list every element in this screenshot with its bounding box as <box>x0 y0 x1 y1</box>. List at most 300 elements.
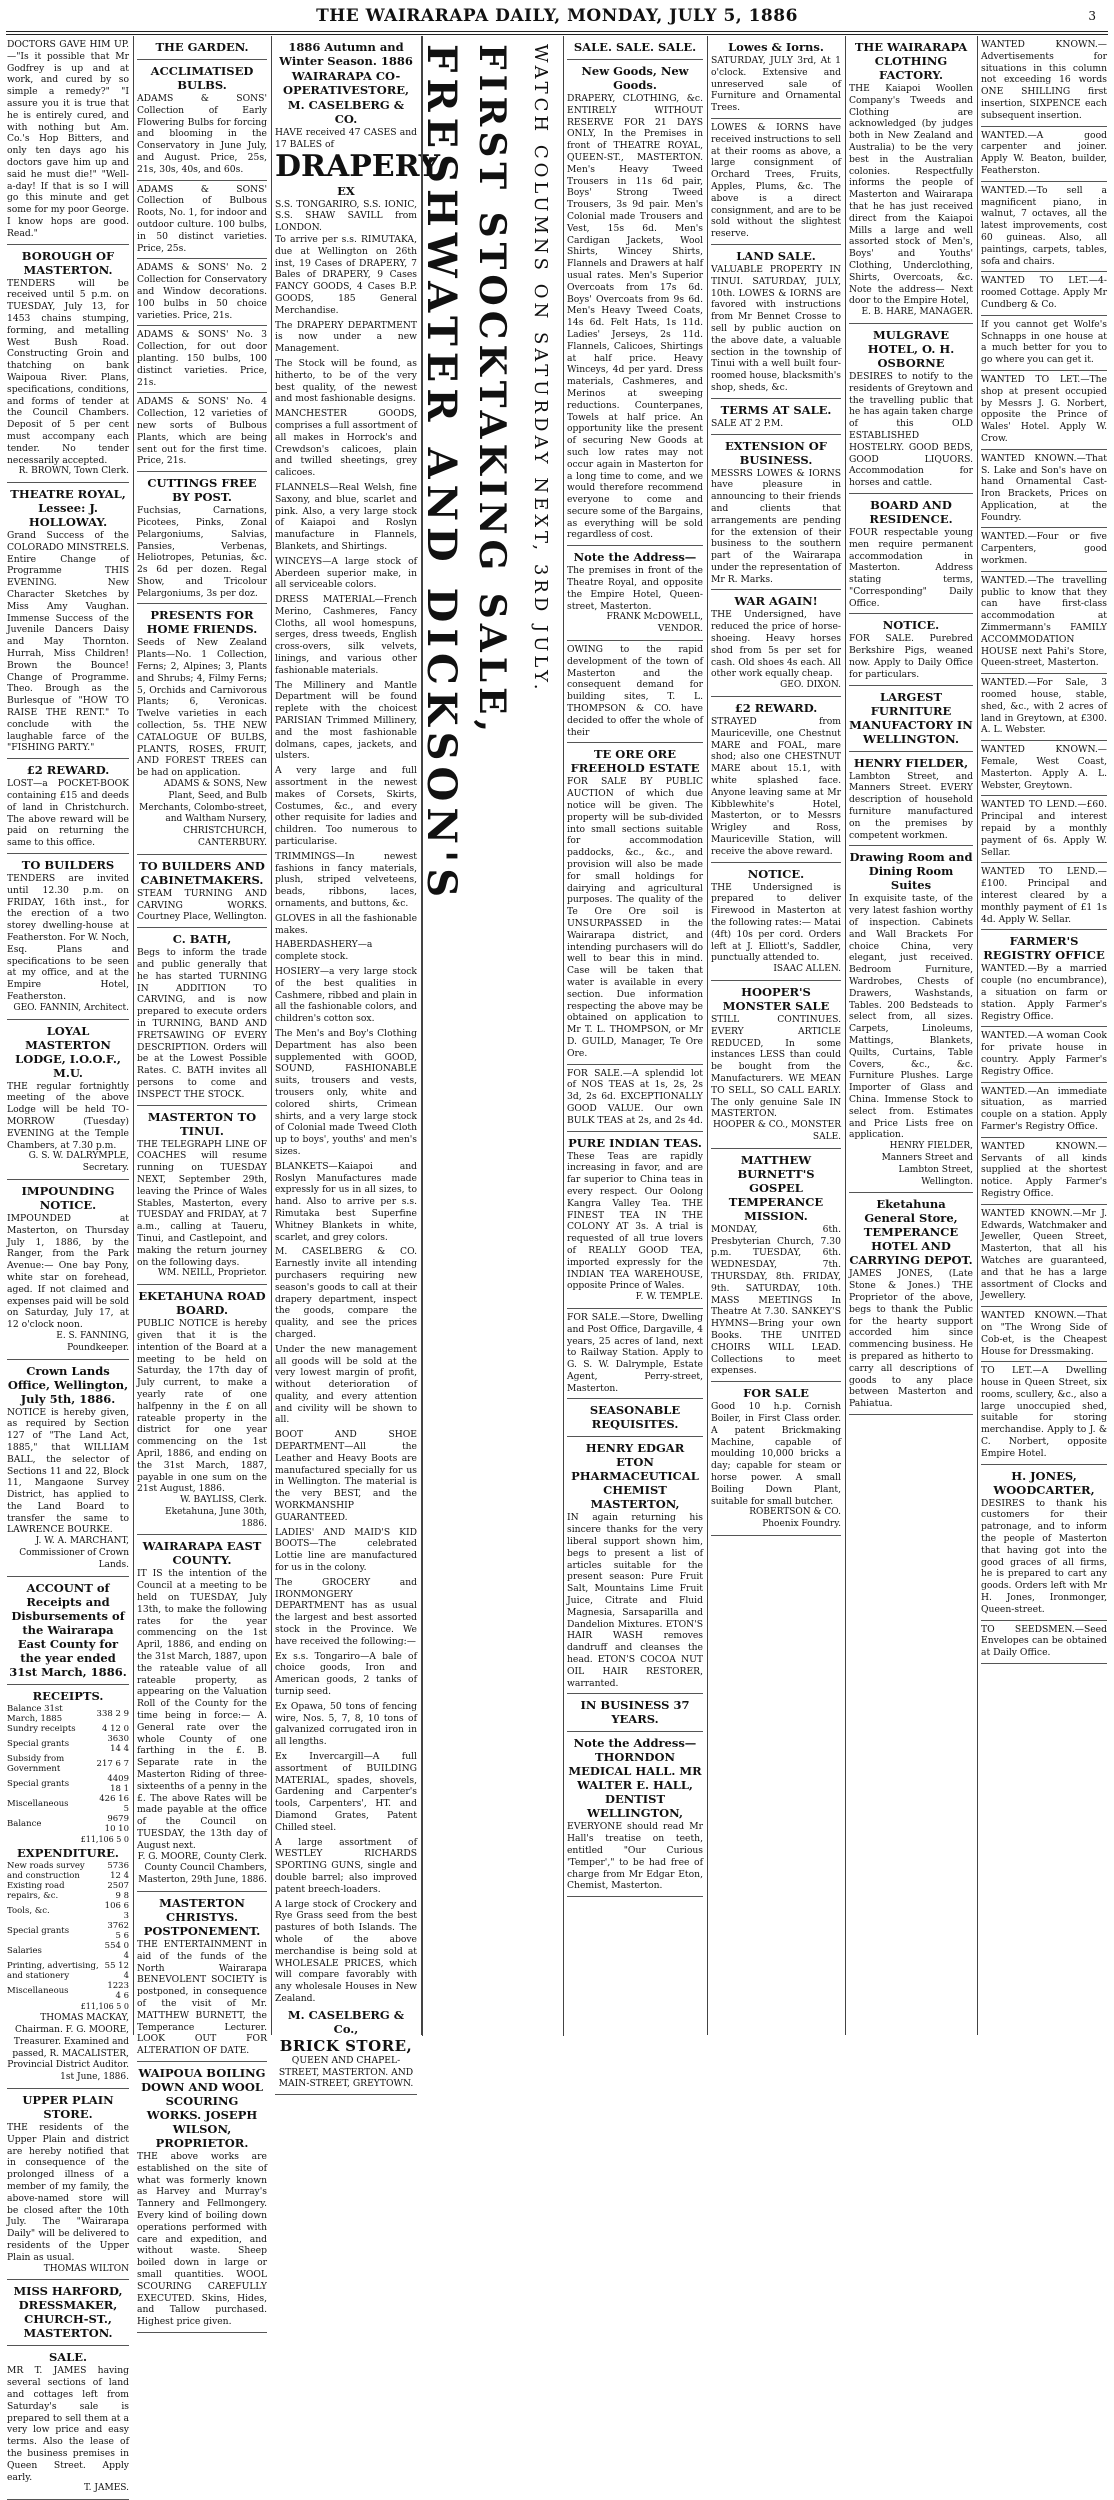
caselberg-item: A large stock of Crockery and Rye Grass seed from the best pastures of both Islands. The whole of the above merchandise is being sold at WHOLESALE PRICES, which will compare favorably with any wholesale Houses in New Zealand. <box>275 1898 417 2004</box>
advertisement <box>137 181 267 260</box>
county-accounts-table <box>7 1685 129 2089</box>
advertisement <box>137 1535 267 1892</box>
ad-heading: Drawing Room and Dining Room Suites <box>849 850 973 893</box>
ad-body: DESIRES to thank his customers for their patronage, and to inform the people of Masterton that having got into the good graces of all firms, he is prepared to cart any goods. Orders left with Mr H. Jones, Ironmonger, Queen-street. <box>981 1497 1107 1615</box>
advertisement <box>981 1307 1107 1362</box>
ad-heading: SALE. SALE. SALE. <box>573 40 697 54</box>
column-3-caselberg <box>272 36 441 2090</box>
account-item: Subsidy from Government <box>7 1753 65 1774</box>
advertisement <box>7 1577 129 1685</box>
drapery-heading: DRAPERY <box>275 148 441 184</box>
ad-heading: HENRY EDGAR ETON PHARMACEUTICAL CHEMIST MASTERTON, <box>571 1441 699 1512</box>
caselberg-item: Under the new management all goods will be sold at the very lowest margin of profit, without deterioration of quality, and every attention and civility will be shown to all. <box>275 1343 417 1426</box>
advertisement <box>981 1027 1107 1082</box>
ad-body: FOR SALE.—Store, Dwelling and Post Office, Dargaville, 4 years, 25 acres of land, next to Railway Station. Apply to G. S. W. Dalrymple, Estate Agent, Perry-street, Masterton. <box>567 1311 704 1394</box>
ad-heading: LAND SALE. <box>736 248 816 263</box>
ad-heading: BOROUGH OF MASTERTON. <box>21 248 115 277</box>
advertisement <box>7 1360 129 1577</box>
ad-body: IMPOUNDED at Masterton, on Thursday July 1, 1886, by the Ranger, from the Park Avenue:— One bay Pony, white star on forehead, aged. If not claimed and expenses paid will be sold on Saturday, July 17, at 12 o'clock noon. <box>7 1212 129 1331</box>
ad-signature: THOMAS WILTON <box>43 2263 129 2274</box>
receipts-heading: RECEIPTS. <box>32 1688 104 1703</box>
ad-heading: Eketahuna General Store, TEMPERANCE HOTEL AND CARRYING DEPOT. <box>849 1197 973 1268</box>
ad-body: IT IS the intention of the Council at a meeting to be held on TUESDAY, July 13th, to make the following rates for the year commencing on the 1st April, 1886, and ending on the 31st March, 1887, upon the rateable value of all rateable property, as appearing on the Valuation Roll of the County for the time being in force:— A. General rate over the whole County of one farthing in the £. B. Separate rate in the Masterton Riding of three-sixteenths of a penny in the £. The above Rates will be made payable at the office of the Council on TUESDAY, the 13th day of August next. <box>137 1568 267 1851</box>
ad-body: WANTED TO LEND.—£100. Principal and interest cleared by a monthly payment of £1 1s 4d. Apply W. Sellar. <box>981 866 1107 925</box>
advertisement <box>981 1138 1107 1205</box>
ad-body: VALUABLE PROPERTY IN TINUI. SATURDAY, JULY, 10th. LOWES & IORNS are favored with instructions from Mr Bennet Crosse to sell by public auction on the above date, a valuable section in the township of Tinui with a well built four-roomed house, blacksmith's shop, sheds, &c. <box>711 263 841 393</box>
advertisement <box>567 546 703 641</box>
caselberg-item: The Stock will be found, as hitherto, to be of the very best quality, of the newest and most fashionable designs. <box>275 357 417 405</box>
advertisement <box>7 854 129 1020</box>
ad-heading: UPPER PLAIN STORE. <box>22 2093 114 2122</box>
caselberg-item: DRESS MATERIAL—French Merino, Cashmeres, Fancy Cloths, all wool homespuns, serges, dress tweeds, English cross-overs, silk velvets, linings, and various other fashionable materials. <box>275 594 417 676</box>
ad-heading: WAIRARAPA EAST COUNTY. <box>142 1539 262 1568</box>
advertisement <box>849 752 973 847</box>
ad-body: WANTED.—A woman Cook for private house in country. Apply Farmer's Registry Office. <box>981 1030 1107 1077</box>
advertisement <box>711 435 841 591</box>
ad-body: WANTED KNOWN.—Servants of all kinds supplied at the shortest notice. Apply Farmer's Registry Office. <box>981 1140 1107 1199</box>
caselberg-item: A large assortment of WESTLEY RICHARDS SPORTING GUNS, single and double barrel; also improved patent breech-loaders. <box>275 1836 417 1895</box>
expenditure-total: £11,106 5 0 <box>80 2002 129 2012</box>
advertisement <box>981 1205 1107 1307</box>
advertisement <box>711 863 841 981</box>
advertisement <box>137 259 267 326</box>
advertisement <box>711 119 841 245</box>
account-amount: 217 6 7 <box>96 1758 129 1769</box>
ad-body: WANTED KNOWN.—Mr J. Edwards, Watchmaker and Jeweller, Queen Street, Masterton, that all his Watches are guaranteed, and that he has a large assortment of Clocks and Jewellery. <box>981 1207 1107 1302</box>
ad-body: WANTED.—For Sale, 3 roomed house, stable, shed, &c., with 2 acres of land in Greytown, at £300. A. L. Webster. <box>981 677 1107 736</box>
account-item: Balance <box>7 1818 42 1829</box>
caselberg-item: GLOVES in all the fashionable makes. <box>275 912 417 936</box>
ad-body: Grand Success of the COLORADO MINSTRELS. Entire Change of Programme THIS EVENING. New Character Sketches by Miss Amy Vaughan. Immense Success of the Juvenile Dancers Daisy and May Thornton. Hurrah, Miss Children! Brown the Bounce! Change of Programme. Theo. Brough as the Burlesque of "HOW TO RAISE THE RENT." To conclude with the laughable farce of the "FISHING PARTY." <box>7 530 129 754</box>
ad-heading: Note the Address— <box>573 550 697 565</box>
advertisement <box>711 399 841 435</box>
advertisement <box>567 60 703 546</box>
advertisement <box>849 846 973 1193</box>
advertisement <box>711 697 841 863</box>
caselberg-item: BLANKETS—Kaiapoi and Roslyn Manufactures made expressly for us in all sizes, to hand. Also to arrive per s.s. Rimutaka best Superfine Whitney Blankets in white, scarlet, and grey colors. <box>275 1160 417 1243</box>
caselberg-item: The Men's and Boy's Clothing Department has also been supplemented with GOOD, SOUND, FASHIONABLE suits, trousers and vests, trousers only, white and colored shirts, Crimean shirts, and a very large stock of Colonial made Tweed Cloth up to boys', youths' and men's sizes. <box>275 1027 417 1157</box>
ad-body: ADAMS & SONS' Collection of Early Flowering Bulbs for forcing and blooming in the Conservatory in June July, and August. Price, 25s, 21s, 30s, 40s, and 60s. <box>137 93 267 175</box>
account-amount: 1223 4 6 <box>107 1981 129 2002</box>
account-amount: 3762 5 6 <box>107 1921 129 1942</box>
caselberg-item: The DRAPERY DEPARTMENT is now under a new Management. <box>275 319 417 355</box>
ad-heading: BOARD AND RESIDENCE. <box>869 497 953 526</box>
ad-body: OWING to the rapid development of the town of Masterton and the consequent demand for building sites, T. L. THOMPSON & CO. have decided to offer the whole of their <box>567 644 703 738</box>
ad-heading: MASTERTON CHRISTYS. POSTPONEMENT. <box>143 1896 261 1938</box>
ad-body: WANTED.—The travelling public to know that they can have first-class accommodation at Zimmermann's FAMILY ACCOMMODATION HOUSE next Pahi's Store, Queen-street, Masterton. <box>981 574 1107 669</box>
newspaper-title: THE WAIRARAPA DAILY, MONDAY, JULY 5, 1886 <box>316 6 798 26</box>
ad-heading: MULGRAVE HOTEL, O. H. OSBORNE <box>867 327 955 370</box>
ad-body: LOST—a POCKET-BOOK containing £15 and deeds of land in Christchurch. The above reward will be paid on returning the same to this office. <box>7 778 129 849</box>
caselberg-item: To arrive per s.s. RIMUTAKA, due at Wellington on 26th inst, 19 Cases of DRAPERY, 7 Bales of DRAPERY, 9 Cases FANCY GOODS, 4 Cases B.P. GOODS, 185 General Merchandise. <box>275 233 417 316</box>
ad-signature: G. S. W. DALRYMPLE, Secretary. <box>28 1151 129 1174</box>
advertisement <box>137 60 267 181</box>
account-row <box>7 1961 129 1981</box>
ad-signature: E. S. FANNING, Poundkeeper. <box>56 1330 129 1353</box>
advertisement <box>981 1362 1107 1464</box>
advertisement <box>7 245 129 484</box>
ad-body: NOTICE is hereby given, as required by Section 127 of "The Land Act, 1885," that WILLIAM BALL, the selector of Sections 11 and 22, Block 11, Mangaone Survey District, has applied to the Land Board to transfer the same to LAWRENCE BOURKE. <box>7 1406 129 1536</box>
ad-signature: ROBERTSON & CO. Phoenix Foundry. <box>749 1507 841 1530</box>
advertisement <box>981 674 1107 741</box>
ad-heading: FOR SALE <box>743 1386 809 1401</box>
ad-body: FOR SALE.—A splendid lot of NOS TEAS at 1s, 2s, 2s 3d, 2s 6d. EXCEPTIONALLY GOOD VALUE. Our own BULK TEAS at 2s, and 2s 4d. <box>567 1067 703 1126</box>
advertisement <box>849 494 973 615</box>
ad-heading: TE ORE ORE FREEHOLD ESTATE <box>570 747 700 776</box>
advertisement <box>981 450 1107 529</box>
ad-body: The premises in front of the Theatre Royal, and opposite the Empire Hotel, Queen-street, Masterton. <box>567 565 703 612</box>
ad-body: ADAMS & SONS' No. 4 Collection, 12 varieties of new sorts of Bulbous Plants, which are being sent out for the first time. Price, 21s. <box>137 396 267 467</box>
account-amount: 9679 10 10 <box>104 1813 129 1834</box>
ad-heading: TERMS AT SALE. <box>720 402 832 417</box>
vertical-banner <box>418 36 564 2036</box>
ad-body: SATURDAY, JULY 3rd, At 1 o'clock. Extensive and unreserved sale of Furniture and Ornamental Trees. <box>711 55 841 114</box>
ad-body: WANTED.—By a married couple (no encumbrance), a situation on farm or station. Apply Farmer's Registry Office. <box>981 963 1107 1022</box>
ad-heading: H. JONES, WOODCARTER, <box>993 1468 1095 1497</box>
advertisement <box>137 604 267 854</box>
intro-text: HAVE received 47 CASES and 17 BALES of <box>275 127 417 150</box>
advertisement <box>137 326 267 393</box>
advertisement <box>567 1732 703 1897</box>
ad-heading: SEASONABLE REQUISITES. <box>589 1403 681 1432</box>
advertisement <box>567 641 703 743</box>
masthead-rule-2 <box>6 34 1108 35</box>
caselberg-item: The GROCERY and IRONMONGERY DEPARTMENT has as usual the largest and best assorted stock in the Province. We have received the following:— <box>275 1576 417 1647</box>
advertisement <box>711 1382 841 1536</box>
advertisement <box>567 1065 703 1132</box>
caselberg-item: Ex s.s. Tongariro—A bale of choice goods, Iron and American goods, 2 tanks of turnip seed. <box>275 1650 417 1698</box>
ad-heading: LOYAL MASTERTON LODGE, I.O.O.F., M.U. <box>15 1023 121 1080</box>
caselberg-item: HOSIERY—a very large stock of the best qualities in Cashmere, ribbed and plain in all the fashionable colors, and children's cotton sox. <box>275 966 417 1025</box>
advertisement <box>7 483 129 759</box>
ad-body: JAMES JONES, (Late Stone & Jones.) THE Proprietor of the above, begs to thank the Public for the hearty support accorded him since commencing business. He is prepared as hitherto to carry all descriptions of goods to any place between Masterton and Pahiatua. <box>849 1268 973 1410</box>
footer-address: QUEEN AND CHAPEL-STREET, MASTERTON. AND MAIN-STREET, GREYTOWN. <box>278 2054 414 2090</box>
account-item: Tools, &c. <box>7 1906 50 1917</box>
advertisement <box>7 2089 129 2280</box>
ad-body: Good 10 h.p. Cornish Boiler, in First Class order. A patent Brickmaking Machine, capable of moulding 10,000 bricks a day; capable for steam or horse power. A small Boiling Down Plant, suitable for small butcher. <box>711 1401 841 1507</box>
ad-body: In exquisite taste, of the very latest fashion worthy of inspection. Cabinets and Wall Brackets For choice China, very elegant, just received. Bedroom Furniture, Wardrobes, Chests of Drawers, Washstands, Tables. 200 Bedsteads to select from, all sizes. Carpets, Linoleums, Mattings, Blankets, Quilts, Curtains, Table Covers, &c., &c. Furniture Plushes. Large Importer of Glass and China. Immense Stock to select from. Estimates and Price Lists free on application. <box>849 893 973 1141</box>
account-amount: 3630 14 4 <box>107 1733 129 1754</box>
advertisement <box>137 928 267 1105</box>
advertisement <box>7 1020 129 1180</box>
advertisement <box>711 245 841 399</box>
account-row <box>7 1861 129 1881</box>
ad-body: TO LET.—A Dwelling house in Queen Street, six rooms, scullery, &c., also a large unoccupied shed, suitable for storing merchandise. Apply to J. & C. Norbert, opposite Empire Hotel. <box>981 1365 1107 1459</box>
account-row <box>7 1921 129 1941</box>
ad-heading: PURE INDIAN TEAS. <box>568 1135 702 1150</box>
advertisement <box>7 36 129 245</box>
ad-body: WANTED.—An immediate situation, as married couple on a station. Apply Farmer's Registry Office. <box>981 1085 1107 1132</box>
ad-heading: TO BUILDERS AND CABINETMAKERS. <box>139 858 265 887</box>
receipts-total: £11,106 5 0 <box>80 1834 129 1844</box>
account-amount: 2507 9 8 <box>107 1881 129 1902</box>
advertisement <box>981 371 1107 450</box>
expenditure-table <box>7 1861 129 2001</box>
account-item: Sundry receipts <box>7 1723 76 1734</box>
ad-heading: MASTERTON TO TINUI. <box>147 1109 257 1138</box>
caselberg-item: HABERDASHERY—a complete stock. <box>275 939 373 963</box>
ad-body: THE Undersigned, have reduced the price of horse-shoeing. Heavy horses shod from 5s per set for cash. Old shoes 4s each. All other work equally cheap. <box>711 609 841 680</box>
ad-body: WANTED KNOWN.—That S. Lake and Son's have on hand Ornamental Cast-Iron Brackets, Prices on Application, at the Foundry. <box>981 452 1107 523</box>
ad-body: ADAMS & SONS' Collection of Bulbous Roots, No. 1, for indoor and outdoor culture. 100 bulbs, in 50 distinct varieties. Price, 25s. <box>137 183 267 254</box>
ad-body: WANTED.—Four or five Carpenters, good workmen. <box>981 531 1107 567</box>
ad-heading: ACCOUNT of Receipts and Disbursements of the Wairarapa East County for the year ended 31st March, 1886. <box>9 1580 127 1679</box>
ad-signature: T. JAMES. <box>84 2483 129 2494</box>
column-7 <box>846 36 976 2041</box>
ad-body: THE Kaiapoi Woollen Company's Tweeds and Clothing are acknowledged (by judges both in New Zealand and Australia) to be the very best in the Australian colonies. Respectfully informs the people of Masterton and Wairarapa that he has just received direct from the Kaiapoi Mills a large and well assorted stock of Men's, Boys' and Youths' Clothing, Underclothing, Shirts, Overcoats, &c. Note the address— Next door to the Empire Hotel, <box>849 83 973 307</box>
ad-heading: THE GARDEN. <box>155 40 249 54</box>
account-amount: 4409 18 1 <box>107 1773 129 1794</box>
advertisement <box>981 741 1107 796</box>
account-row <box>7 1981 129 2001</box>
ad-signature: HOOPER & CO., MONSTER SALE. <box>712 1120 841 1142</box>
firm-name: M. CASELBERG & CO. <box>287 98 405 126</box>
advertisement <box>7 2280 129 2346</box>
account-item: Balance 31st March, 1885 <box>7 1703 63 1724</box>
ad-body: DRAPERY, CLOTHING, &c. ENTIRELY WITHOUT RESERVE FOR 21 DAYS ONLY, In the Premises in front of THEATRE ROYAL, QUEEN-ST., MASTERTON. Men's Heavy Tweed Trousers in 11s 6d pair, Boys' Strong Tweed Trousers, 3s 9d pair. Men's Colonial made Trousers and Vest, 15s 6d. Men's Cardigan Jackets, Wool Shirts, Wincey Shirts, Flannels and Drawers at half usual rates. Men's Superior Overcoats from 17s 6d. Boys' Overcoats from 9s 6d. Men's Heavy Tweed Coats, 14s 6d. Felt Hats, 1s 11d. Ladies' Jerseys, 2s 11d. Flannels, Calicoes, Shirtings at half price. Heavy Winceys, 4d per yard. Dress materials, Cashmeres, and Merinos at sweeping reductions. Counterpanes, Towels at half price. An opportunity like the present of securing New Goods at such low rates may not occur again in Masterton for a long time to come, and we would therefore recommend everyone to come and secure some of the Bargains, as everything will be sold regardless of cost. <box>567 93 703 541</box>
advertisement <box>137 855 267 928</box>
advertisement <box>981 528 1107 571</box>
ad-signature: ISAAC ALLEN. <box>773 964 841 975</box>
column-8 <box>978 36 1110 2041</box>
account-row <box>7 1774 129 1794</box>
caselberg-item: FLANNELS—Real Welsh, fine Saxony, and blue, scarlet and pink. Also, a very large stock of Kaiapoi and Roslyn manufacture in Flannels, Blankets, and Shirtings. <box>275 481 417 552</box>
ad-signature: GEO. DIXON. <box>780 680 841 691</box>
ad-heading: CUTTINGS FREE BY POST. <box>147 476 257 505</box>
ad-heading: Lowes & Iorns. <box>728 40 824 54</box>
advertisement <box>849 324 973 494</box>
advertisement <box>981 572 1107 674</box>
account-amount: 554 0 4 <box>104 1941 129 1962</box>
footer-firm: M. CASELBERG & Co., <box>287 2007 405 2036</box>
ad-body: TENDERS will be received until 5 p.m. on TUESDAY, July 13, for 1453 chains stumping, forming, and metalling West Bush Road. Constructing Groin and thatching on bank Waipoua River. Plans, specifications, conditions, and forms of tender at the Council Chambers. Deposit of 5 per cent must accompany each tender. No tender necessarily accepted. <box>7 277 129 466</box>
column-2 <box>134 36 270 2328</box>
ad-body: EVERYONE should read Mr Hall's treatise on teeth, entitled "Our Curious 'Temper'," to be had free of charge from Mr Edgar Eton, Chemist, Masterton. <box>567 1821 703 1892</box>
advertisement <box>981 127 1107 182</box>
account-row <box>7 1704 129 1724</box>
account-item: Special grants <box>7 1926 70 1937</box>
account-amount: 106 6 3 <box>104 1901 129 1922</box>
ad-body: PUBLIC NOTICE is hereby given that it is the intention of the Board at a meeting to be held on Saturday, the 17th day of July current, to make a yearly rate of one halfpenny in the £ on all rateable property in the district for one year commencing on the 1st April, 1886, and ending on the 31st March, 1887, payable in one sum on the 21st August, 1886. <box>137 1318 267 1495</box>
advertisement <box>7 2346 129 2500</box>
advertisement <box>981 863 1107 930</box>
advertisement <box>981 1083 1107 1138</box>
ad-body: IN again returning his sincere thanks for the very liberal support shown him, begs to present a list of articles suitable for the present season: Pure Fruit Salt, Mountains Lime Fruit Juice, Citrate and Fluid Magnesia, Sarsaparilla and Dandelion Mixtures. ETON'S HAIR WASH removes dandruff and cleanses the head. ETON'S COCOA NUT OIL HAIR RESTORER, warranted. <box>567 1512 703 1689</box>
ad-heading: PRESENTS FOR HOME FRIENDS. <box>146 608 258 637</box>
ad-body: WANTED TO LEND.—£60. Principal and interest repaid by a monthly payment of 6s. Apply W. Sellar. <box>981 799 1107 858</box>
caselberg-item: Ex Invercargill—A full assortment of BUILDING MATERIAL, spades, shovels, Gardening and Carpenter's tools, Carpenters', HT. and Diamond Grates, Patent Chilled steel. <box>275 1751 417 1833</box>
advertisement <box>711 981 841 1149</box>
ad-body: MR T. JAMES having several sections of land and cottages left from Saturday's sale is prepared to sell them at a very low price and easy terms. Also the lease of the business premises in Queen Street. Apply early. <box>7 2365 129 2483</box>
advertisement <box>849 686 973 752</box>
ad-body: ADAMS & SONS' No. 2 Collection for Conservatory and Window decorations. 100 bulbs in 50 choice varieties. Price, 21s. <box>137 262 267 321</box>
ad-heading: EKETAHUNA ROAD BOARD. <box>138 1289 266 1318</box>
ad-heading: Crown Lands Office, Wellington, July 5th, 1886. <box>7 1363 129 1406</box>
ad-body: FOUR respectable young men require permanent accommodation in Masterton. Address stating terms, "Corresponding" Daily Office. <box>849 526 973 609</box>
ad-signature: ADAMS & SONS, New Plant, Seed, and Bulb Merchants, Colombo-street, and Waltham Nursery, CHRISTCHURCH, CANTERBURY. <box>139 779 267 849</box>
ad-heading: IMPOUNDING NOTICE. <box>21 1183 115 1212</box>
account-row <box>7 1724 129 1734</box>
expenditure-heading: EXPENDITURE. <box>17 1846 119 1861</box>
ad-body: Seeds of New Zealand Plants—No. 1 Collection, Ferns; 2, Alpines; 3, Plants and Shrubs; 4, Filmy Ferns; 5, Orchids and Carnivorous Plants; 6, Veronicas. Twelve varieties in each collection, 5s. THE NEW CATALOGUE OF BULBS, PLANTS, ROSES, FRUIT, AND FOREST TREES can be had on application. <box>137 637 267 779</box>
ad-heading: NOTICE. <box>882 618 940 633</box>
ad-body: THE above works are established on the site of what was formerly known as Harvey and Murray's Tannery and Fellmongery. Every kind of boiling down operations performed with care and expedition, and without waste. Sheep boiled down in large or small quantities. WOOL SCOURING CAREFULLY EXECUTED. Skins, Hides, and Tallow purchased. Highest price given. <box>137 2150 267 2328</box>
account-amount: 55 12 4 <box>104 1961 129 1982</box>
advertisement <box>567 1694 703 1732</box>
ad-signature: HENRY FIELDER, Manners Street and Lambton Street, Wellington. <box>881 1141 973 1187</box>
ad-body: WANTED.—A good carpenter and joiner. Apply W. Beaton, builder, Featherston. <box>981 129 1107 176</box>
ad-body: WANTED KNOWN.—That on "The Wrong Side of Cob-et, is the Cheapest House for Dressmaking. <box>981 1310 1107 1357</box>
caselberg-item: BOOT AND SHOE DEPARTMENT—All the Leather and Heavy Boots are manufactured specially for us in Wellington. The material is the very BEST, and the WORKMANSHIP GUARANTEED. <box>275 1429 417 1523</box>
ad-body: FOR SALE BY PUBLIC AUCTION of which due notice will be given. The property will be sub-divided into small sections suitable for accommodation paddocks, &c., &c., and provision will also be made for small holdings for dairying and agricultural purposes. The quality of the Te Ore Ore soil is UNSURPASSED in the Wairarapa district, and intending purchasers will do well to bear this in mind. Case will be taken that water is available in every section. Due information respecting the above may be obtained on application to Mr T. L. THOMPSON, or Mr D. GUILD, Manager, Te Ore Ore. <box>567 776 703 1059</box>
ad-heading: HOOPER'S MONSTER SALE <box>722 985 830 1013</box>
ad-signature: FRANK McDOWELL, VENDOR. <box>606 612 703 635</box>
account-amount: 5736 12 4 <box>107 1861 129 1882</box>
ad-body: DOCTORS GAVE HIM UP.—"Is it possible that Mr Godfrey is up and at work, and cured by so simple a remedy?" "I assure you it is true that he is entirely cured, and with nothing but Am. Co.'s Hop Bitters, and only ten days ago his doctors gave him up and said he must die!" "Well-a-day! If that is so I will go this minute and get some for my poor George. I know hops are good. Read." <box>7 39 129 239</box>
ad-heading: MISS HARFORD, DRESSMAKER, CHURCH-ST., MASTERTON. <box>13 2284 123 2341</box>
ad-signature: R. BROWN, Town Clerk. <box>18 466 129 477</box>
advertisement <box>567 1399 703 1437</box>
advertisement <box>567 1132 703 1309</box>
ad-body: THE residents of the Upper Plain and district are hereby notified that in consequence of the prolonged illness of a member of my family, the above-named store will be closed after the 10th July. The "Wairarapa Daily" will be delivered to residents of the Upper Plain as usual. <box>7 2122 129 2263</box>
accounts-signature: THOMAS MACKAY, Chairman. F. G. MOORE, Treasurer. Examined and passed, R. MACALISTER, Provincial District Auditor. 1st June, 1886. <box>7 2013 129 2083</box>
advertisement <box>137 1285 267 1535</box>
masthead <box>0 0 1114 34</box>
ad-body: ADAMS & SONS' No. 3 Collection, for out door planting. 150 bulbs, 100 distinct varieties. Price, 21s. <box>137 329 267 388</box>
ad-body: THE Undersigned is prepared to deliver Firewood in Masterton at the following rates:— Matai (4ft) 10s per cord. Orders left at J. Elliott's, Saddler, punctually attended to. <box>711 881 841 964</box>
ad-signature: F. W. TEMPLE. <box>635 1292 703 1303</box>
account-row <box>7 1734 129 1754</box>
advertisement <box>981 1465 1107 1621</box>
column-6 <box>708 36 844 2041</box>
advertisement <box>981 36 1107 127</box>
advertisement <box>7 759 129 854</box>
ad-heading: New Goods, New Goods. <box>581 64 689 92</box>
ad-signature: F. G. MOORE, County Clerk. County Council Chambers, Masterton, 29th June, 1886. <box>137 1851 267 1886</box>
ad-heading: MATTHEW BURNETT'S GOSPEL TEMPERANCE MISSION. <box>728 1152 824 1223</box>
advertisement <box>711 590 841 697</box>
ad-heading: WAR AGAIN! <box>734 594 818 609</box>
ad-body: WANTED TO LET.—The shop at present occupied by Messrs J. G. Norbert, opposite the Prince of Wales' Hotel. Apply W. Crow. <box>981 373 1107 444</box>
advertisement <box>567 36 703 60</box>
ad-body: STEAM TURNING AND CARVING WORKS. Courtney Place, Wellington. <box>137 887 267 923</box>
ad-body: STILL CONTINUES. EVERY ARTICLE REDUCED, In some instances LESS than could be bought from the Manufacturers. WE MEAN TO SELL, SO CALL EARLY. The only genuine Sale IN MASTERTON. <box>711 1014 841 1120</box>
ad-body: WANTED KNOWN.—Female, West Coast, Masterton. Apply A. L. Webster, Greytown. <box>981 744 1107 791</box>
advertisement <box>137 393 267 472</box>
advertisement <box>137 1106 267 1286</box>
advertisement <box>981 272 1107 315</box>
account-amount: 4 12 0 <box>101 1723 129 1734</box>
ad-body: Fuchsias, Carnations, Picotees, Pinks, Zonal Pelargoniums, Salvias, Pansies, Verbenas, Heliotropes, Petunias, &c. 2s 6d per dozen. Regal Show, and Tricolour Pelargoniums, 3s per doz. <box>137 505 267 599</box>
banner-line-3: WATCH COLUMNS ON SATURDAY NEXT, 3RD JULY. <box>530 44 551 694</box>
advertisement <box>981 930 1107 1027</box>
ad-signature: GEO. FANNIN, Architect. <box>13 1002 129 1013</box>
ad-heading: £2 REWARD. <box>26 763 110 778</box>
advertisement <box>981 1621 1107 1664</box>
store-name: WAIRARAPA CO-OPERATIVESTORE, <box>282 69 410 97</box>
ad-body: THE TELEGRAPH LINE OF COACHES will resume running on TUESDAY NEXT, September 29th, leaving the Prince of Wales Stables, Masterton, every TUESDAY and FRIDAY, at 7 a.m., calling at Taueru, Tinui, and Castlepoint, and making the return journey on the following days. <box>137 1138 267 1268</box>
caselberg-item: The Millinery and Mantle Department will be found replete with the choicest PARISIAN Trimmed Millinery, and the most fashionable dolmans, capes, jackets, and ulsters. <box>275 679 417 762</box>
advertisement <box>849 1193 973 1415</box>
account-row <box>7 1794 129 1814</box>
account-item: Miscellaneous <box>7 1798 69 1809</box>
footer-store: BRICK STORE, <box>279 2036 413 2055</box>
ad-body: These Teas are rapidly increasing in favor, and are far superior to China teas in every respect. Our Oolong Kangra Valley Tea. THE FINEST TEA IN THE COLONY AT 3s. A trial is requested of all true lovers of REALLY GOOD TEA, imported expressly for the INDIAN TEA WAREHOUSE, opposite Prince of Wales. <box>567 1150 703 1292</box>
caselberg-item: WINCEYS—A large stock of Aberdeen superior make, in all serviceable colors. <box>275 555 417 591</box>
masthead-rule <box>6 31 1108 32</box>
ad-signature: E. B. HARE, MANAGER. <box>861 307 973 318</box>
column-5 <box>564 36 706 2041</box>
ad-heading: WAIPOUA BOILING DOWN AND WOOL SCOURING WORKS. JOSEPH WILSON, PROPRIETOR. <box>138 2065 266 2150</box>
ad-heading: FARMER'S REGISTRY OFFICE <box>983 934 1105 963</box>
ad-heading: IN BUSINESS 37 YEARS. <box>580 1698 690 1727</box>
advertisement <box>567 1309 703 1400</box>
caselberg-item: MANCHESTER GOODS, comprises a full assortment of all makes in Horrock's and Crewdson's calicoes, plain and twilled sheetings, grey calicoes. <box>275 408 417 479</box>
page-number: 3 <box>1088 9 1096 23</box>
advertisement <box>711 1149 841 1382</box>
account-row <box>7 1941 129 1961</box>
ad-heading: THE WAIRARAPA CLOTHING FACTORY. <box>854 40 968 82</box>
advertisement <box>981 316 1107 371</box>
receipts-table <box>7 1704 129 1834</box>
ad-body: STRAYED from Mauriceville, one Chestnut MARE and FOAL, mare shod; also one CHESTNUT MARE about 15.1, with white splashed face. Anyone leaving same at Mr Kibblewhite's Hotel, Masterton, or to Messrs Wrigley and Ross, Mauriceville Station, will receive the above reward. <box>711 716 841 857</box>
caselberg-item: TRIMMINGS—In newest fashions in fancy materials, plush, striped velveteens, beads, ribbons, laces, ornaments, and buttons, &c. <box>275 850 417 910</box>
ad-heading: C. BATH, <box>172 932 232 947</box>
advertisement <box>711 36 841 119</box>
ad-body: WANTED TO LET.—4-roomed Cottage. Apply Mr Cundberg & Co. <box>981 275 1107 310</box>
ad-heading: LARGEST FURNITURE MANUFACTORY IN WELLINGTON. <box>849 689 973 746</box>
account-row <box>7 1881 129 1901</box>
season-banner: 1886 Autumn and Winter Season. 1886 <box>279 40 413 68</box>
advertisement <box>137 1892 267 2062</box>
account-amount: 426 16 5 <box>99 1793 129 1814</box>
caselberg-item: M. CASELBERG & CO. Earnestly invite all intending purchasers requiring new season's goods to call at their drapery department, inspect the goods, compare the quality, and see the prices charged. <box>275 1246 417 1340</box>
advertisement <box>981 182 1107 273</box>
banner-line-2: FIRST STOCKTAKING SALE, <box>471 44 513 738</box>
advertisement <box>137 472 267 604</box>
ad-body: DESIRES to notify to the residents of Greytown and the travelling public that he has again taken charge of this OLD ESTABLISHED HOSTELRY. GOOD BEDS, GOOD LIQUORS. Accommodation for horses and cattle. <box>849 370 973 489</box>
account-item: Miscellaneous <box>7 1986 69 1997</box>
ad-signature: W. BAYLISS, Clerk. Eketahuna, June 30th, 1886. <box>165 1495 267 1529</box>
account-row <box>7 1754 129 1774</box>
advertisement <box>981 796 1107 863</box>
ad-body: SALE AT 2 P.M. <box>711 417 784 429</box>
advertisement <box>567 743 703 1064</box>
account-item: Special grants <box>7 1778 70 1789</box>
ad-signature: J. W. A. MARCHANT, Commissioner of Crown Lands. <box>19 1536 129 1570</box>
ad-heading: HENRY FIELDER, <box>853 755 969 770</box>
account-item: Existing road repairs, &c. <box>7 1881 65 1902</box>
account-row <box>7 1901 129 1921</box>
ad-body: THE ENTERTAINMENT in aid of the funds of the North Wairarapa BENEVOLENT SOCIETY is postponed, in consequence of the visit of Mr. MATTHEW BURNETT, the Temperance Lecturer. LOOK OUT FOR ALTERATION OF DATE. <box>137 1939 267 2057</box>
ex-label: EX <box>337 183 355 198</box>
banner-line-1: FRESHWATER AND DICKSON'S <box>418 44 465 904</box>
account-item: Special grants <box>7 1738 70 1749</box>
ad-heading: ACCLIMATISED BULBS. <box>150 64 254 92</box>
ad-body: Begs to inform the trade and public generally that he has started TURNING IN ADDITION TO CARVING, and is now prepared to execute orders in TURNING, BAND AND FRETSAWING OF EVERY DESCRIPTION. Orders will be at the Lowest Possible Rates. C. BATH invites all persons to come and INSPECT THE STOCK. <box>137 947 267 1100</box>
ad-body: Lambton Street, and Manners Street. EVERY description of household furniture manufactured on the premises by competent workmen. <box>849 770 973 841</box>
caselberg-item: Ex Opawa, 50 tons of fencing wire, Nos. 5, 7, 8, 10 tons of galvanized corrugated iron in all lengths. <box>275 1700 417 1748</box>
ad-body: If you cannot get Wolfe's Schnapps in one house at a much better for you to go where you can get it. <box>981 318 1107 366</box>
ad-body: WANTED KNOWN.—Advertisements for situations in this column not exceeding 16 words ONE SHILLING first insertion, SIXPENCE each subsequent insertion. <box>981 39 1107 121</box>
ad-heading: NOTICE. <box>747 866 805 881</box>
ad-heading: EXTENSION OF BUSINESS. <box>725 438 827 467</box>
advertisement <box>137 36 267 60</box>
advertisement <box>567 1437 703 1694</box>
ad-signature: WM. NEILL, Proprietor. <box>157 1268 267 1279</box>
account-item: Salaries <box>7 1946 42 1957</box>
ad-body: WANTED.—To sell a magnificent piano, in walnut, 7 octaves, all the latest improvements, cost 60 guineas. Also, all paintings, carpets, tables, sofa and chairs. <box>981 184 1107 267</box>
